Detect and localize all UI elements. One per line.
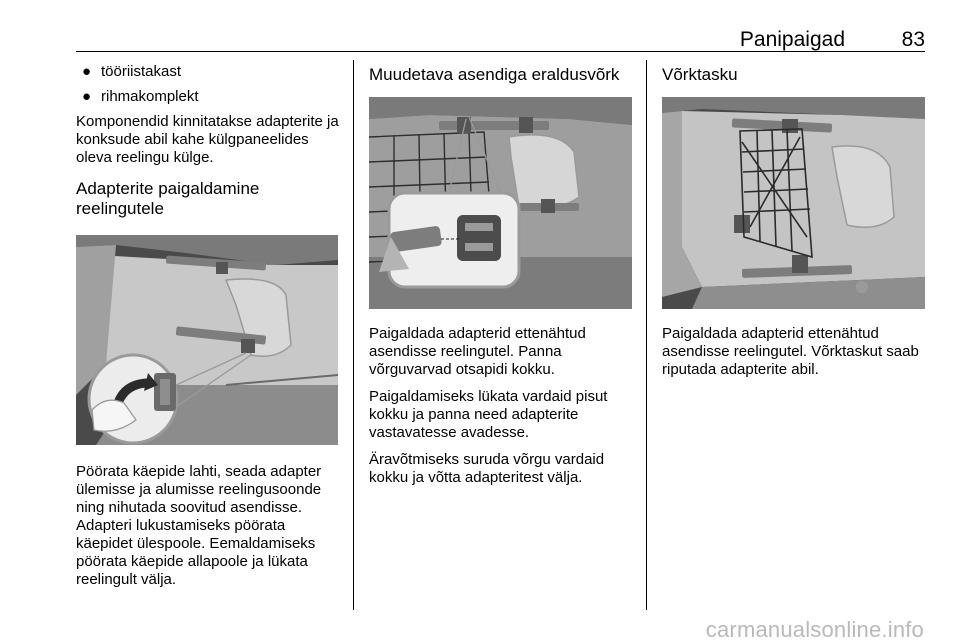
bullet-list [76,63,344,106]
adapter-installation-illustration [76,235,338,445]
watermark: carmanualsonline.info [705,617,924,642]
bullet-icon: ● [82,88,92,105]
net-pocket-illustration [662,97,925,309]
section-heading-adapters: Adapterite paigaldamine reelingutele [76,179,260,218]
partition-net-illustration [369,97,632,309]
partition-net-paragraph-1: Paigaldada adapterid ettenähtud asendisse reelingutel. Panna võrguvarvad otsapidi kokku. [369,325,586,378]
list-item [76,88,344,106]
column-2 [369,63,633,496]
adapter-instructions: Pöörata käepide lahti, seada adapter ülemisse ja alumisse reelingusoonde ning nihutada soovitud asendisse. Adapteri lukustamiseks pöörata käepidet ülespoole. Eemaldamiseks pöörata käepide allapoole ja lükata reelingult välja. [76,463,322,588]
bullet-icon: ● [82,63,92,80]
page-number: 83 [901,28,925,51]
partition-net-paragraph-3: Äravõtmiseks suruda võrgu vardaid kokku ja võtta adapteritest välja. [369,451,605,486]
page-header [76,24,925,52]
section-heading-net-pocket: Võrktasku [662,65,738,84]
intro-paragraph: Komponendid kinnitatakse adapterite ja konksude abil kahe külgpaneelides oleva reelingu külge. [76,113,339,166]
partition-net-paragraph-2: Paigaldamiseks lükata vardaid pisut kokku ja panna need adapterite vastavatesse avadesse. [369,388,608,441]
list-item-text: tööriistakast [101,63,182,80]
column-divider-2 [646,60,647,610]
page-title: Panipaigad [739,28,845,51]
column-divider-1 [353,60,354,610]
list-item [76,63,344,81]
list-item-text: rihmakomplekt [101,88,199,105]
column-1 [76,63,344,598]
column-3 [662,63,926,388]
net-pocket-paragraph: Paigaldada adapterid ettenähtud asendisse reelingutel. Võrktaskut saab riputada adapterite abil. [662,325,919,378]
section-heading-partition-net: Muudetava asendiga eraldusvõrk [369,65,620,84]
header-rule [76,51,925,52]
